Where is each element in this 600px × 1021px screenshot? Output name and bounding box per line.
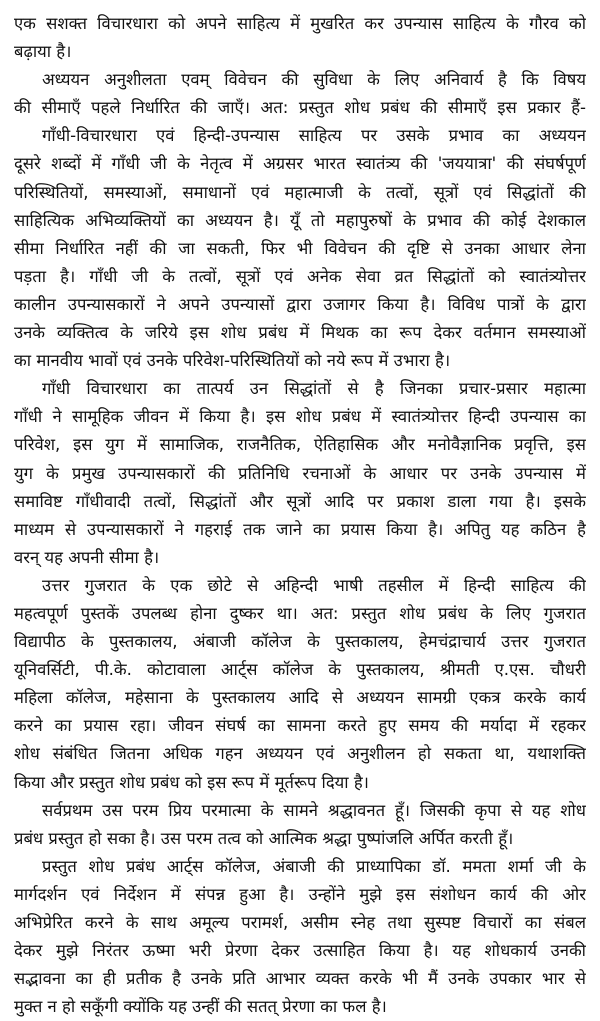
text-line: की सीमाएँ पहले निर्धारित की जाएँ। अत: प्रस्तुत शोध प्रबंध की सीमाएँ इस प्रकार हैं- — [14, 98, 586, 118]
text-line: वरन् यह अपनी सीमा है। — [14, 547, 160, 567]
text-line: उत्तर गुजरात के एक छोटे से अहिन्दी भाषी तहसील में हिन्दी साहित्य की — [42, 575, 586, 595]
text-line: सर्वप्रथम उस परम प्रिय परमात्मा के सामने श्रद्धावनत हूँ। जिसकी कृपा से यह शोध — [42, 800, 586, 820]
text-line: देकर मुझे निरंतर ऊष्मा भरी प्रेरणा देकर उत्साहित किया है। यह शोधकार्य उनकी — [14, 941, 586, 961]
text-line: दूसरे शब्दों में गाँधी जी के नेतृत्व में अग्रसर भारत स्वातंत्र्य की 'जययात्रा' की संघर्षपूर्ण — [14, 154, 586, 174]
text-line: अभिप्रेरित करने के साथ अमूल्य परामर्श, असीम स्नेह तथा सुस्पष्ट विचारों का संबल — [14, 913, 586, 932]
text-line: परिस्थितियों, समस्याओं, समाधानों एवं महात्माजी के तत्वों, सूत्रों एवं सिद्धांतों की — [14, 182, 586, 202]
text-line: मार्गदर्शन एवं निर्देशन में संपन्न हुआ है। उन्होंने मुझे इस संशोधन कार्य की ओर — [14, 884, 586, 904]
text-line: का मानवीय भावों एवं उनके परिवेश-परिस्थितियों को नये रूप में उभारा है। — [14, 351, 451, 371]
text-line: बढ़ाया है। — [14, 42, 72, 62]
text-line: महत्वपूर्ण पुस्तकें उपलब्ध होना दुष्कर था। अत: प्रस्तुत शोध प्रबंध के लिए गुजरात — [14, 603, 586, 623]
text-line: शोध संबंधित जितना अधिक गहन अध्ययन एवं अनुशीलन हो सकता था, यथाशक्ति — [14, 744, 586, 764]
text-line: प्रबंध प्रस्तुत हो सका है। उस परम तत्व को आत्मिक श्रद्धा पुष्पांजलि अर्पित करती हूँ। — [14, 828, 514, 848]
text-line: मुक्त न हो सकूँगी क्योंकि यह उन्हीं की सतत् प्रेरणा का फल है। — [14, 997, 387, 1017]
text-line: महिला कॉलेज, महेसाना के पुस्तकालय आदि से अध्ययन सामग्री एकत्र करके कार्य — [14, 688, 586, 708]
text-line: अध्ययन अनुशीलता एवम् विवेचन की सुविधा के लिए अनिवार्य है कि विषय — [42, 70, 586, 90]
text-line: विद्यापीठ के पुस्तकालय, अंबाजी कॉलेज के पुस्तकालय, हेमचंद्राचार्य उत्तर गुजरात — [14, 632, 586, 652]
text-line: गाँधी ने सामूहिक जीवन में किया है। इस शोध प्रबंध में स्वातंत्र्योत्तर हिन्दी उपन्यास का — [14, 407, 586, 427]
text-line: प्रस्तुत शोध प्रबंध आर्ट्स कॉलेज, अंबाजी की प्राध्यापिका डॉ. ममता शर्मा जी के — [42, 856, 586, 876]
text-line: युग के प्रमुख उपन्यासकारों की प्रतिनिधि रचनाओं के आधार पर उनके उपन्यास में — [14, 463, 586, 483]
text-line: गाँधी विचारधारा का तात्पर्य उन सिद्धांतों से है जिनका प्रचार-प्रसार महात्मा — [42, 379, 586, 399]
text-line: परिवेश, इस युग में सामाजिक, राजनैतिक, ऐतिहासिक और मनोवैज्ञानिक प्रवृत्ति, इस — [14, 435, 586, 455]
text-line: गाँधी-विचारधारा एवं हिन्दी-उपन्यास साहित्य पर उसके प्रभाव का अध्ययन — [42, 126, 586, 146]
text-line: पड़ता है। गाँधी जी के तत्वों, सूत्रों एवं अनेक सेवा व्रत सिद्धांतों को स्वातंत्र्योत्तर — [14, 266, 586, 286]
text-line: किया और प्रस्तुत शोध प्रबंध को इस रूप में मूर्तरूप दिया है। — [14, 772, 369, 792]
text-line: एक सशक्त विचारधारा को अपने साहित्य में मुखरित कर उपन्यास साहित्य के गौरव को — [14, 14, 586, 33]
text-line: माध्यम से उपन्यासकारों ने गहराई तक जाने का प्रयास किया है। अपितु यह कठिन है — [14, 519, 586, 539]
text-line: उनके व्यक्तित्व के जरिये इस शोध प्रबंध में मिथक का रूप देकर वर्तमान समस्याओं — [14, 323, 586, 343]
text-line: समाविष्ट गाँधीवादी तत्वों, सिद्धांतों और सूत्रों आदि पर प्रकाश डाला गया है। इसके — [14, 491, 586, 511]
text-line: सीमा निर्धारित नहीं की जा सकती, फिर भी विवेचन की दृष्टि से उनका आधार लेना — [14, 238, 586, 258]
text-line: सद्भावना का ही प्रतीक है उनके प्रति आभार व्यक्त करके भी मैं उनके उपकार भार से — [14, 969, 586, 989]
text-line: करने का प्रयास रहा। जीवन संघर्ष का सामना करते हुए समय की मर्यादा में रहकर — [14, 716, 586, 736]
body-text — [14, 10, 586, 1021]
text-line: कालीन उपन्यासकारों ने अपने उपन्यासों द्वारा उजागर किया है। विविध पात्रों के द्वारा — [14, 294, 586, 314]
text-line: साहित्यिक अभिव्यक्तियों का अध्ययन है। यूँ तो महापुरुषों के प्रभाव की कोई देशकाल — [14, 210, 586, 230]
text-line: यूनिवर्सिटी, पी.के. कोटावाला आर्ट्स कॉलेज के पुस्तकालय, श्रीमती ए.एस. चौधरी — [14, 660, 586, 680]
